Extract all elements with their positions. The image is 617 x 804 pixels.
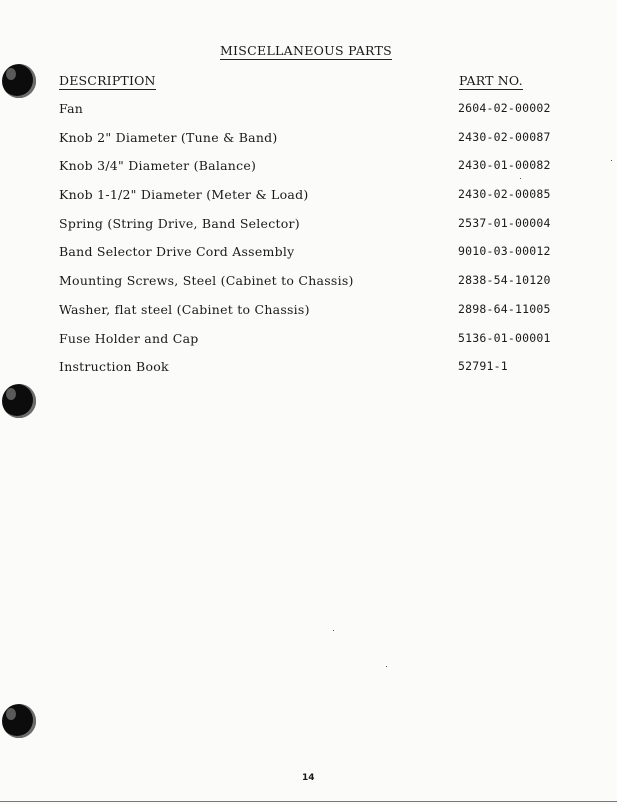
binder-hole-middle: [2, 384, 36, 418]
binder-hole-bottom: [2, 704, 36, 738]
parts-row: [0, 331, 617, 360]
scan-speck: [611, 160, 612, 161]
part-number: 2430-02-00087: [458, 129, 551, 144]
part-description: Instruction Book: [59, 359, 169, 375]
scan-speck: [333, 630, 334, 631]
part-number: 2537-01-00004: [458, 215, 551, 230]
page-bottom-edge: [0, 801, 617, 802]
binder-hole-top: [2, 64, 36, 98]
scan-speck: [520, 178, 521, 179]
part-number: 2604-02-00002: [458, 101, 551, 115]
scan-speck: [386, 666, 387, 667]
part-number: 5136-01-00001: [458, 330, 551, 345]
part-description: Washer, flat steel (Cabinet to Chassis): [59, 301, 310, 317]
parts-row: [0, 130, 617, 159]
part-number: 9010-03-00012: [458, 244, 551, 259]
page-title: [0, 43, 612, 58]
part-description: Spring (String Drive, Band Selector): [59, 215, 300, 231]
parts-row: [0, 302, 617, 331]
parts-row: [0, 273, 617, 302]
parts-row: [0, 359, 617, 388]
part-number: 2430-01-00082: [458, 158, 551, 173]
part-description: Knob 1-1/2" Diameter (Meter & Load): [59, 187, 309, 203]
part-description: Fan: [59, 101, 84, 116]
part-no-header-text: PART NO.: [459, 73, 523, 88]
part-no-column-header: [459, 73, 523, 88]
part-number: 2430-02-00085: [458, 187, 551, 202]
description-header-text: DESCRIPTION: [59, 73, 156, 88]
parts-row: [0, 216, 617, 245]
parts-row: [0, 101, 617, 130]
parts-list: [0, 101, 617, 388]
page-number: 14: [302, 773, 315, 783]
page-title-text: MISCELLANEOUS PARTS: [219, 43, 393, 58]
parts-row: [0, 244, 617, 273]
parts-row: [0, 158, 617, 187]
part-description: Knob 3/4" Diameter (Balance): [59, 158, 257, 174]
part-description: Knob 2" Diameter (Tune & Band): [59, 129, 278, 145]
description-column-header: [59, 73, 156, 88]
part-number: 52791-1: [458, 359, 508, 374]
part-description: Band Selector Drive Cord Assembly: [59, 244, 295, 260]
part-description: Fuse Holder and Cap: [59, 330, 199, 346]
part-number: 2838-54-10120: [458, 273, 551, 288]
part-description: Mounting Screws, Steel (Cabinet to Chassis): [59, 273, 354, 289]
part-number: 2898-64-11005: [458, 301, 551, 316]
parts-row: [0, 187, 617, 216]
